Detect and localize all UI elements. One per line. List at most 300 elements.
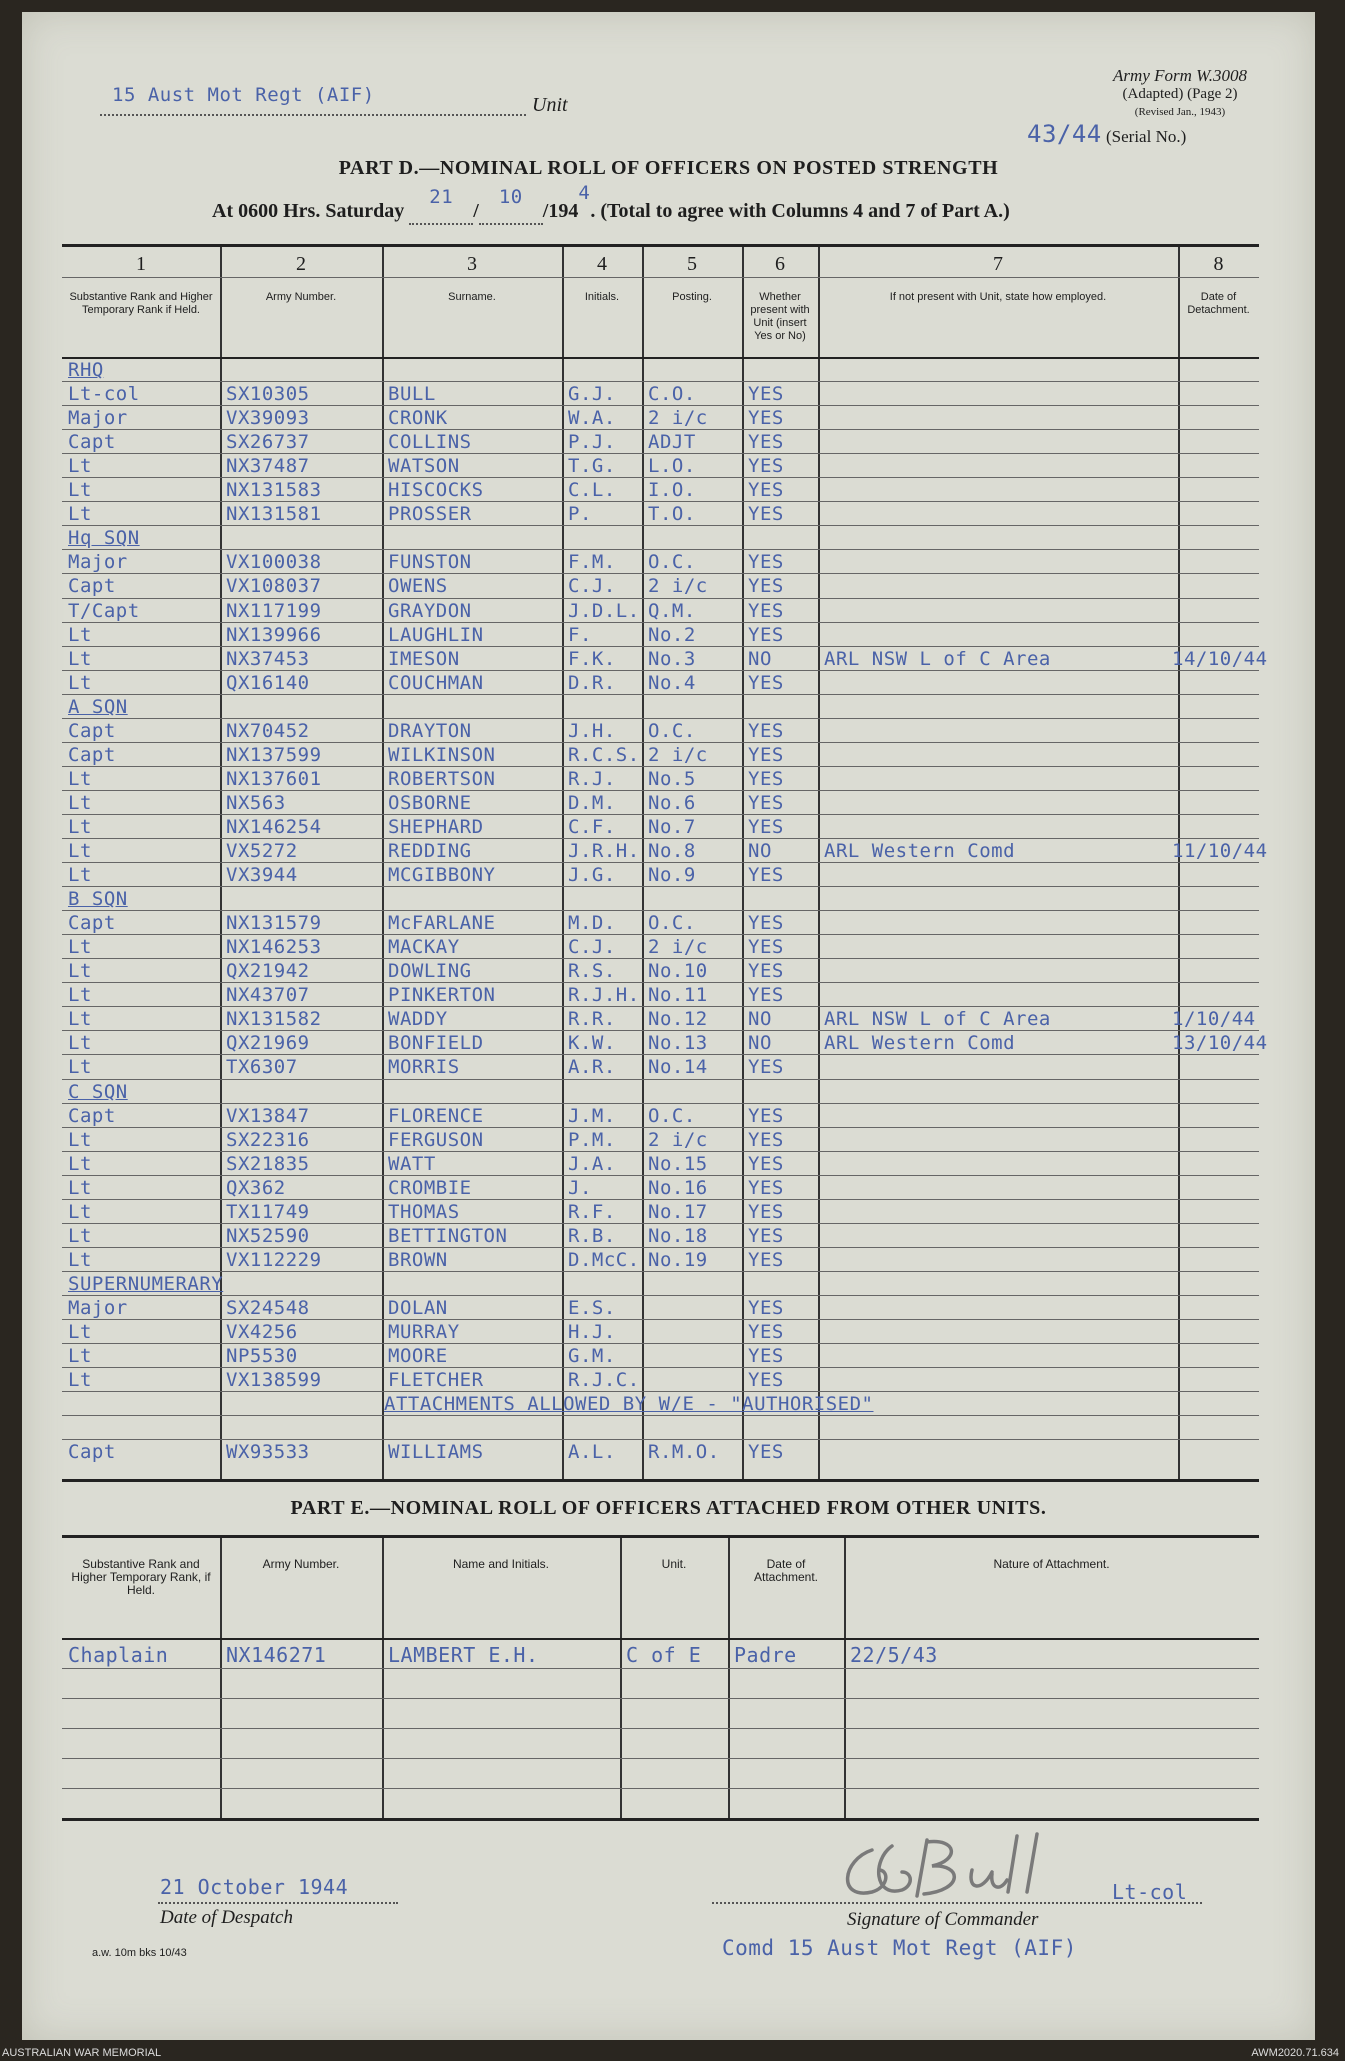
cell-surname: OWENS [388, 575, 448, 598]
cell-post: No.15 [648, 1152, 708, 1175]
cell-post: O.C. [648, 551, 696, 574]
column-number: 5 [687, 253, 697, 275]
form-page: (Adapted) (Page 2) [1122, 86, 1238, 102]
cell-present: YES [748, 984, 784, 1007]
cell-rank: Major [68, 1296, 128, 1319]
date-prefix: At 0600 Hrs. Saturday [212, 200, 405, 222]
cell-surname: FLORENCE [388, 1104, 484, 1127]
despatch-date: 21 October 1944 [160, 1875, 349, 1899]
cell-num: SX24548 [226, 1296, 310, 1319]
cell-surname: WILKINSON [388, 743, 496, 766]
table-row [62, 838, 1268, 862]
cell-init: J.R.H. [568, 840, 640, 862]
cell-rank: Capt [68, 719, 116, 742]
table-row [62, 622, 1259, 646]
cell-rank: Lt [68, 815, 92, 838]
cell-post: No.2 [648, 623, 696, 646]
part-d-title: PART D.—NOMINAL ROLL OF OFFICERS ON POSTED STRENGTH [338, 157, 999, 179]
cell-num: VX4256 [226, 1321, 298, 1343]
cell-present: YES [748, 1224, 784, 1247]
cell-rank: Lt [68, 1032, 92, 1055]
cell-init: R.F. [568, 1200, 616, 1223]
row-rule [62, 1668, 1259, 1669]
cell-present: YES [748, 1128, 784, 1151]
cell-present: YES [748, 383, 784, 406]
cell-rank: Lt [68, 623, 92, 646]
cell-rank: Lt [68, 671, 92, 694]
cell-init: P.J. [568, 431, 616, 454]
column-header: Surname. [448, 291, 496, 303]
table-row [62, 1223, 1259, 1247]
despatch-label: Date of Despatch [160, 1907, 293, 1928]
table-row [62, 1054, 1259, 1078]
signature-label: Signature of Commander [847, 1909, 1039, 1930]
cell-rank: B SQN [68, 888, 128, 911]
table-row [62, 1295, 1259, 1319]
date-year-digit: 4 [578, 182, 591, 204]
cell-rank: Lt [68, 1152, 92, 1175]
cell-rank: Lt [68, 647, 92, 670]
cell-rank: Capt [68, 575, 116, 598]
table-row [62, 357, 1259, 381]
table-row [62, 934, 1259, 958]
cell-rank: Lt [68, 936, 92, 959]
table-row [62, 910, 1259, 934]
cell-num: VX5272 [226, 840, 298, 862]
cell-post: No.7 [648, 815, 696, 838]
serial-number [1027, 120, 1186, 148]
cell-rank: T/Capt [68, 599, 140, 622]
cell-present: YES [748, 1369, 784, 1392]
signature-image [832, 1830, 1092, 1908]
table-row [62, 1439, 1259, 1463]
column-divider [620, 1538, 622, 1818]
cell-surname: PROSSER [388, 503, 472, 526]
column-header: Whether present with Unit (insert Yes or No) [750, 291, 810, 342]
cell-rank: Lt [68, 503, 92, 526]
table-row [62, 573, 1259, 597]
cell-init: T.G. [568, 455, 616, 478]
table-row [62, 766, 1259, 790]
cell-present: YES [748, 912, 784, 935]
cell-rank: Lt [68, 1248, 92, 1271]
cell-rank: C SQN [68, 1080, 128, 1103]
column-divider [728, 1538, 730, 1818]
cell-init: F. [568, 623, 592, 646]
cell-employed: ARL NSW L of C Area [824, 1008, 1051, 1031]
cell-num: QX21969 [226, 1032, 310, 1055]
column-header: Date of Attachment. [753, 1557, 819, 1584]
cell-num: SX22316 [226, 1128, 310, 1151]
cell-present: YES [748, 1345, 784, 1368]
cell-present: YES [748, 1248, 784, 1271]
cell-init: J.G. [568, 864, 616, 887]
serial-label: (Serial No.) [1106, 127, 1187, 146]
cell-init: J.M. [568, 1104, 616, 1127]
attachments-note: ATTACHMENTS ALLOWED BY W/E - "AUTHORISED" [384, 1393, 874, 1416]
column-header: If not present with Unit, state how employed. [889, 291, 1107, 303]
cell-init: C.J. [568, 575, 616, 598]
cell-present: NO [748, 840, 772, 862]
cell-present: YES [748, 719, 784, 742]
cell-num: NX70452 [226, 719, 310, 742]
cell-surname: WATT [388, 1152, 436, 1175]
cell-present: YES [748, 479, 784, 502]
cell-present: YES [748, 743, 784, 766]
part-e-title: PART E.—NOMINAL ROLL OF OFFICERS ATTACHED FROM OTHER UNITS. [290, 1497, 1047, 1519]
cell-init: D.R. [568, 671, 616, 694]
cell-num: QX362 [226, 1176, 286, 1199]
cell-surname: MCGIBBONY [388, 864, 496, 887]
cell-post: No.13 [648, 1032, 708, 1055]
cell-rank: Lt-col [68, 383, 140, 406]
column-header: Nature of Attachment. [993, 1557, 1110, 1571]
form-reference [1113, 67, 1247, 121]
cell-surname: FUNSTON [388, 551, 472, 574]
signature-rank: Lt-col [1112, 1880, 1188, 1904]
cell-init: P. [568, 503, 592, 526]
cell-init: A.R. [568, 1056, 616, 1079]
table-row [62, 814, 1259, 838]
cell-rank: Lt [68, 455, 92, 478]
cell-num: NX131583 [226, 479, 322, 502]
header-number-divider [62, 277, 1259, 278]
table-row [62, 1199, 1259, 1223]
date-year: 194 [548, 200, 579, 222]
cell-present: YES [748, 1056, 784, 1079]
cell-nature: 22/5/43 [850, 1643, 938, 1667]
cell-init: F.M. [568, 551, 616, 574]
cell-post: 2 i/c [648, 1128, 708, 1151]
cell-num: NX52590 [226, 1224, 310, 1247]
cell-rank: Lt [68, 1224, 92, 1247]
cell-num: VX108037 [226, 575, 322, 598]
cell-present: YES [748, 1441, 784, 1464]
column-header: Name and Initials. [452, 1557, 550, 1571]
cell-num: VX112229 [226, 1248, 322, 1271]
table-row [62, 1127, 1259, 1151]
cell-surname: OSBORNE [388, 791, 472, 814]
cell-surname: MACKAY [388, 936, 460, 959]
cell-rank: Lt [68, 1008, 92, 1031]
cell-num: TX6307 [226, 1056, 298, 1079]
row-rule [62, 1728, 1259, 1729]
cell-init: R.J.C. [568, 1369, 640, 1392]
cell-unit: C of E [626, 1643, 702, 1667]
cell-rank: Capt [68, 1441, 116, 1464]
cell-post: No.3 [648, 647, 696, 670]
cell-post: 2 i/c [648, 575, 708, 598]
column-header: Initials. [584, 291, 620, 303]
cell-rank: Lt [68, 1321, 92, 1343]
cell-rank: Lt [68, 1128, 92, 1151]
unit-value: 15 Aust Mot Regt (AIF) [112, 84, 375, 106]
cell-rank: Capt [68, 431, 116, 454]
column-header: Posting. [672, 291, 712, 303]
cell-rank: Lt [68, 864, 92, 887]
cell-post: T.O. [648, 503, 696, 526]
part-e-table [62, 1535, 1259, 1821]
date-suffix: (Total to agree with Columns 4 and 7 of Part A.) [600, 200, 1010, 222]
cell-init: R.B. [568, 1224, 616, 1247]
cell-rank: Lt [68, 1056, 92, 1079]
table-row [62, 525, 1259, 549]
cell-present: YES [748, 623, 784, 646]
table-row [62, 405, 1259, 429]
table-row [62, 742, 1259, 766]
cell-post: R.M.O. [648, 1441, 720, 1464]
cell-post: 2 i/c [648, 743, 708, 766]
cell-init: R.S. [568, 960, 616, 983]
table-row [62, 1006, 1259, 1030]
cell-surname: MURRAY [388, 1321, 460, 1343]
cell-rank: Lt [68, 1200, 92, 1223]
cell-init: P.M. [568, 1128, 616, 1151]
cell-init: A.L. [568, 1441, 616, 1464]
cell-num: NX137601 [226, 767, 322, 790]
cell-surname: HISCOCKS [388, 479, 484, 502]
cell-post: L.O. [648, 455, 696, 478]
cell-init: C.L. [568, 479, 616, 502]
table-row [62, 1638, 1259, 1668]
column-header: Substantive Rank and Higher Temporary Rank, if Held. [71, 1557, 211, 1597]
cell-date: 11/10/44 [1172, 840, 1268, 862]
table-row [62, 958, 1259, 982]
cell-num: VX39093 [226, 407, 310, 430]
cell-init: W.A. [568, 407, 616, 430]
cell-present: NO [748, 647, 772, 670]
table-row [62, 453, 1259, 477]
cell-surname: WATSON [388, 455, 460, 478]
cell-rank: Lt [68, 791, 92, 814]
table-row [62, 598, 1259, 622]
column-header: Army Number. [262, 1557, 340, 1571]
row-rule [62, 1698, 1259, 1699]
table-row [62, 1415, 1259, 1439]
column-divider [220, 1538, 222, 1818]
cell-present: YES [748, 575, 784, 598]
cell-post: No.10 [648, 960, 708, 983]
cell-present: YES [748, 1104, 784, 1127]
table-row [62, 790, 1259, 814]
cell-surname: McFARLANE [388, 912, 496, 935]
cell-present: YES [748, 960, 784, 983]
table-row [62, 1247, 1259, 1271]
cell-rank: Lt [68, 1345, 92, 1368]
cell-post: No.18 [648, 1224, 708, 1247]
date-line: At 0600 Hrs. Saturday 21/10/1944. (Total to agree with Columns 4 and 7 of Part A.) [212, 200, 1010, 225]
cell-num: NX131582 [226, 1008, 322, 1031]
cell-surname: WADDY [388, 1008, 448, 1031]
command-line: Comd 15 Aust Mot Regt (AIF) [722, 1936, 1077, 1960]
cell-surname: CRONK [388, 407, 448, 430]
cell-surname: GRAYDON [388, 599, 472, 622]
cell-employed: ARL Western Comd [824, 1032, 1016, 1055]
cell-surname: MOORE [388, 1345, 448, 1368]
date-month: 10 [498, 186, 523, 208]
cell-present: YES [748, 551, 784, 574]
cell-surname: COLLINS [388, 431, 472, 454]
cell-init: F.K. [568, 647, 616, 670]
cell-surname: SHEPHARD [388, 815, 484, 838]
cell-post: I.O. [648, 479, 696, 502]
cell-post: ADJT [648, 431, 696, 454]
cell-rank: Lt [68, 960, 92, 983]
cell-post: No.16 [648, 1176, 708, 1199]
cell-num: NX131581 [226, 503, 322, 526]
column-header: Unit. [661, 1557, 687, 1571]
cell-present: YES [748, 671, 784, 694]
cell-post: O.C. [648, 912, 696, 935]
cell-rank: SUPERNUMERARY [68, 1272, 224, 1295]
cell-post: 2 i/c [648, 936, 708, 959]
cell-post: No.12 [648, 1008, 708, 1031]
cell-post: No.8 [648, 840, 696, 862]
cell-surname: WILLIAMS [388, 1441, 484, 1464]
cell-init: D.McC. [568, 1248, 640, 1271]
cell-init: J.D.L. [568, 599, 640, 622]
table-row [62, 429, 1259, 453]
cell-num: NX563 [226, 791, 286, 814]
cell-surname: REDDING [388, 840, 472, 862]
cell-present: YES [748, 791, 784, 814]
cell-surname: BROWN [388, 1248, 448, 1271]
print-reference: a.w. 10m bks 10/43 [92, 1947, 187, 1959]
table-row [62, 1319, 1259, 1343]
cell-surname: COUCHMAN [388, 671, 484, 694]
table-row [62, 862, 1259, 886]
cell-date: 13/10/44 [1172, 1032, 1268, 1055]
cell-init: K.W. [568, 1032, 616, 1055]
row-rule [62, 1758, 1259, 1759]
column-header: Army Number. [265, 291, 337, 303]
cell-present: YES [748, 1200, 784, 1223]
table-row [62, 1030, 1268, 1055]
cell-post: O.C. [648, 719, 696, 742]
cell-surname: DRAYTON [388, 719, 472, 742]
table-row [62, 381, 1259, 405]
cell-num: VX100038 [226, 551, 322, 574]
form-page [22, 12, 1315, 2040]
cell-present: YES [748, 503, 784, 526]
cell-post: No.4 [648, 671, 696, 694]
form-number: Army Form W.3008 [1113, 66, 1247, 85]
column-header: Date of Detachment. [1187, 291, 1250, 316]
column-number: 4 [597, 253, 607, 275]
column-header: Substantive Rank and Higher Temporary Rank if Held. [69, 291, 213, 316]
table-row [62, 646, 1268, 670]
cell-present: YES [748, 455, 784, 478]
cell-num: VX3944 [226, 864, 298, 887]
cell-init: G.M. [568, 1345, 616, 1368]
cell-surname: LAUGHLIN [388, 623, 484, 646]
cell-surname: CROMBIE [388, 1176, 472, 1199]
row-rule [62, 1788, 1259, 1789]
cell-present: YES [748, 1176, 784, 1199]
cell-num: NX37453 [226, 647, 310, 670]
cell-rank: Major [68, 551, 128, 574]
table-row [62, 501, 1259, 525]
cell-surname: THOMAS [388, 1200, 460, 1223]
cell-present: YES [748, 936, 784, 959]
cell-surname: FLETCHER [388, 1369, 484, 1392]
cell-name: LAMBERT E.H. [388, 1643, 539, 1667]
cell-post: No.14 [648, 1056, 708, 1079]
cell-init: D.M. [568, 791, 616, 814]
cell-num: NX146253 [226, 936, 322, 959]
cell-surname: FERGUSON [388, 1128, 484, 1151]
cell-post: No.17 [648, 1200, 708, 1223]
cell-date: 1/10/44 [1172, 1008, 1256, 1031]
cell-num: SX10305 [226, 383, 310, 406]
table-row [62, 694, 1259, 718]
cell-init: C.J. [568, 936, 616, 959]
cell-post: No.5 [648, 767, 696, 790]
column-divider [844, 1538, 846, 1818]
table-row [62, 718, 1259, 742]
cell-rank: RHQ [68, 359, 104, 381]
cell-surname: PINKERTON [388, 984, 496, 1007]
date-day: 21 [429, 186, 454, 208]
cell-present: NO [748, 1008, 772, 1031]
cell-num: VX138599 [226, 1369, 322, 1392]
archive-id: AWM2020.71.634 [1251, 2047, 1339, 2059]
cell-num: VX13847 [226, 1104, 310, 1127]
cell-rank: Chaplain [68, 1643, 169, 1667]
cell-post: O.C. [648, 1104, 696, 1127]
cell-init: R.J. [568, 767, 616, 790]
cell-num: WX93533 [226, 1441, 310, 1464]
cell-init: R.C.S. [568, 743, 640, 766]
cell-surname: DOLAN [388, 1296, 448, 1319]
column-number: 7 [993, 253, 1003, 275]
cell-surname: IMESON [388, 647, 460, 670]
cell-num: NP5530 [226, 1345, 298, 1368]
cell-present: YES [748, 1321, 784, 1343]
cell-present: YES [748, 815, 784, 838]
despatch-line [158, 1902, 398, 1904]
cell-init: C.F. [568, 815, 616, 838]
cell-rank: Lt [68, 1176, 92, 1199]
cell-num: NX131579 [226, 912, 322, 935]
part-d-table [62, 244, 1268, 1482]
archive-credit: AUSTRALIAN WAR MEMORIAL [2, 2047, 162, 2059]
cell-rank: Lt [68, 479, 92, 502]
cell-num: NX146271 [226, 1643, 327, 1667]
cell-init: J.A. [568, 1152, 616, 1175]
table-row [62, 477, 1259, 501]
cell-present: YES [748, 599, 784, 622]
cell-rank: Lt [68, 1369, 92, 1392]
cell-surname: ROBERTSON [388, 767, 496, 790]
cell-present: YES [748, 767, 784, 790]
table-row [62, 886, 1259, 910]
cell-num: NX43707 [226, 984, 310, 1007]
cell-present: YES [748, 864, 784, 887]
cell-rank: Capt [68, 743, 116, 766]
cell-rank: Capt [68, 1104, 116, 1127]
cell-post: No.19 [648, 1248, 708, 1271]
unit-label: Unit [532, 94, 568, 116]
cell-init: R.J.H. [568, 984, 640, 1007]
cell-present: YES [748, 1152, 784, 1175]
cell-surname: BULL [388, 383, 436, 406]
cell-num: NX37487 [226, 455, 310, 478]
table-row [62, 1151, 1259, 1175]
cell-init: R.R. [568, 1008, 616, 1031]
cell-init: G.J. [568, 383, 616, 406]
column-divider [382, 1538, 384, 1818]
